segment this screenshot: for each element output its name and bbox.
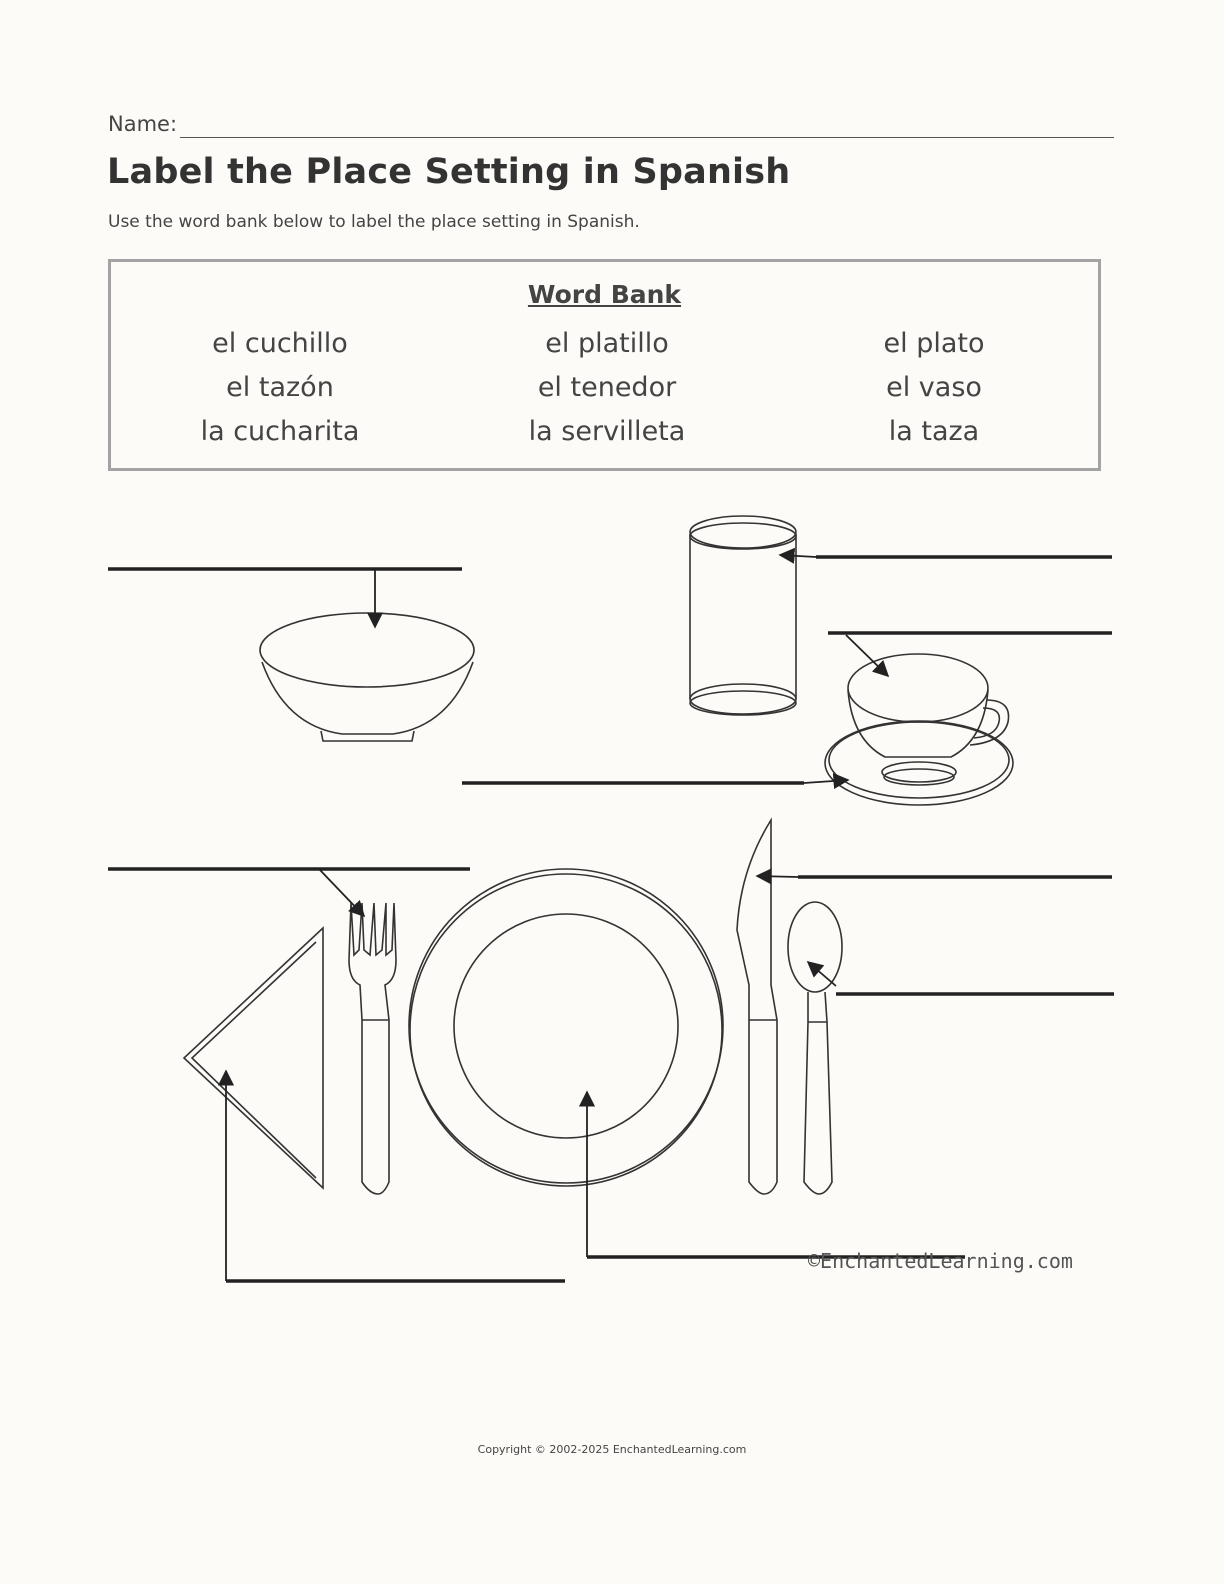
cup-drawing [848,654,1009,785]
bowl-drawing [260,613,474,741]
pointer-knife [757,876,798,877]
word-bank-word: el platillo [545,328,669,359]
word-bank-word: el vaso [886,372,982,403]
plate-drawing [409,869,723,1186]
word-bank-word: la cucharita [200,416,360,447]
word-bank-word: el tazón [226,372,334,403]
copyright-footer: Copyright © 2002-2025 EnchantedLearning.com [477,1443,747,1456]
word-bank-word: el cuchillo [212,328,348,359]
instructions: Use the word bank below to label the place setting in Spanish. [108,212,640,232]
saucer-drawing [825,721,1013,805]
glass-drawing [690,516,796,715]
word-bank-word: la servilleta [528,416,686,447]
pointer-fork [320,870,364,916]
word-bank-title: Word Bank [527,280,682,309]
fork-drawing [349,903,396,1194]
napkin-drawing [184,928,323,1188]
pointer-spoon [808,962,836,986]
spoon-drawing [788,902,842,1194]
word-bank-word: el tenedor [537,372,677,403]
name-label: Name: [108,112,178,136]
watermark: ©EnchantedLearning.com [808,1249,1073,1273]
word-bank-word: la taza [888,416,980,447]
word-bank-word: el plato [883,328,985,359]
pointer-cup [846,635,888,676]
pointer-glass [780,555,816,557]
page-title: Label the Place Setting in Spanish [107,152,791,192]
pointer-saucer [804,780,848,783]
